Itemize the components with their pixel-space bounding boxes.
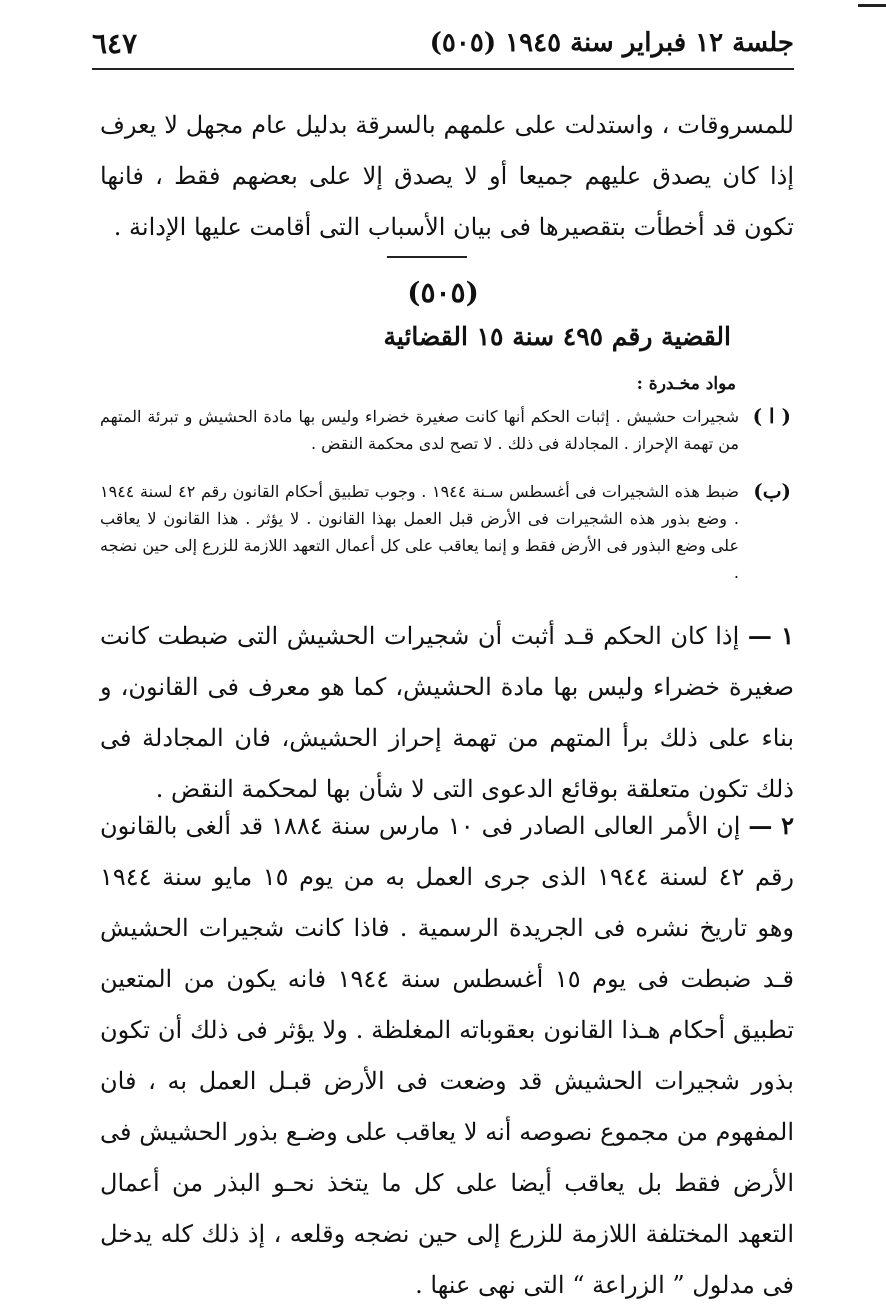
ruling-point-2 [100, 800, 794, 1311]
point-text-1: إذا كان الحكم قـد أثبت أن شجيرات الحشيش التى ضبطت كانت صغيرة خضراء وليس بها مادة الحشيش، كما هو معرف فى القانون، و بناء على ذلك برأ المتهم من تهمة إحراز الحشيش، فان المجادلة فى ذلك تكون متعلقة بوقائع الدعوى التى لا شأن بها لمحكمة النقض . [100, 622, 794, 803]
point-number-1: ١ — [747, 621, 794, 650]
header-rule [92, 68, 794, 70]
summary-text-a: شجيرات حشيش . إثبات الحكم أنها كانت صغيرة خضراء وليس بها مادة الحشيش و تبرئة المتهم من تهمة الإحراز . المجادلة فى ذلك . لا تصح لدى محكمة النقض . [100, 407, 739, 453]
corner-mark [858, 4, 886, 7]
section-number: (٥٠٥) [407, 276, 479, 309]
materials-label: مواد مخـدرة : [636, 374, 736, 394]
page-header [92, 20, 794, 66]
point-text-2: إن الأمر العالى الصادر فى ١٠ مارس سنة ١٨٨٤ قد ألغى بالقانون رقم ٤٢ لسنة ١٩٤٤ الذى جرى العمل به من يوم ١٥ مايو سنة ١٩٤٤ وهو تاريخ نشره فى الجريدة الرسمية . فاذا كانت شجيرات الحشيش قـد ضبطت فى يوم ١٥ أغسطس سنة ١٩٤٤ فانه يكون من المتعين تطبيق أحكام هـذا القانون بعقوباته المغلظة . ولا يؤثر فى ذلك أن تكون بذور شجيرات الحشيش قد وضعت فى الأرض قبـل العمل به ، فان المفهوم من مجموع نصوصه أنه لا يعاقب على وضـع بذور الحشيش فى الأرض فقط بل يعاقب أيضا على كل ما يتخذ نحـو البذر من أعمال التعهد المختلفة اللازمة للزرع إلى حين نضجه وقلعه ، إذ ذلك كله يدخل فى مدلول ” الزراعة “ التى نهى عنها . [100, 812, 795, 1299]
summary-text-b: ضبط هذه الشجيرات فى أغسطس سـنة ١٩٤٤ . وجوب تطبيق أحكام القانون رقم ٤٢ لسنة ١٩٤٤ . وضع بذور هذه الشجيرات فى الأرض قبل العمل بهذا القانون . لا يؤثر . هذا القانون لا يعاقب على وضع البذور فى الأرض فقط و إنما يعاقب على كل أعمال التعهد اللازمة للزرع إلى حين نضجه . [100, 482, 740, 582]
summary-mark-a: ( ا ) [752, 404, 791, 428]
point-number-2: ٢ — [748, 811, 794, 840]
section-divider [387, 256, 467, 258]
running-title: جلسة ١٢ فبراير سنة ١٩٤٥ (٥٠٥) [429, 28, 794, 58]
ruling-point-1 [100, 610, 794, 815]
summary-mark-b: (ب) [753, 479, 791, 503]
summary-item-b [100, 478, 791, 586]
intro-paragraph: للمسروقات ، واستدلت على علمهم بالسرقة بدليل عام مجهل لا يعرف إذا كان يصدق عليهم جميعا أو لا يصدق إلا على بعضهم فقط ، فانها تكون قد أخطأت بتقصيرها فى بيان الأسباب التى أقامت عليها الإدانة . [100, 111, 794, 241]
page-number: ٦٤٧ [92, 26, 138, 60]
case-title: القضية رقم ٤٩٥ سنة ١٥ القضائية [383, 322, 731, 351]
summary-item-a [100, 403, 791, 457]
